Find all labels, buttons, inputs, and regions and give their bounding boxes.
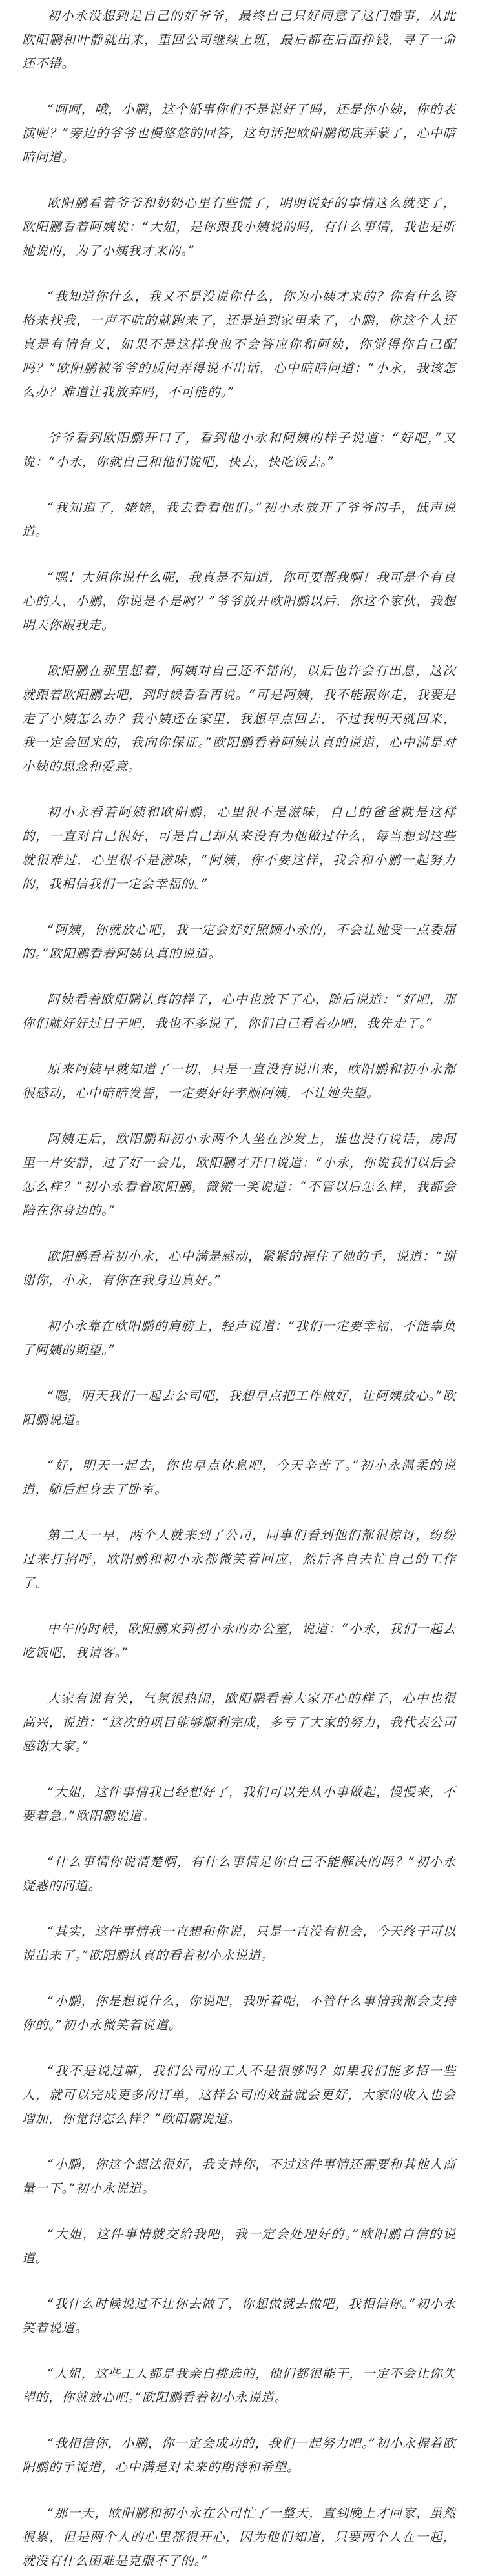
paragraph: “我相信你，小鹏，你一定会成功的，我们一起努力吧。”初小永握着欧阳鹏的手说道，心中满是对未来的期待和希望。 [22,2436,456,2475]
paragraph: 原来阿姨早就知道了一切，只是一直没有说出来，欧阳鹏和初小永都很感动，心中暗暗发誓，一定要好好孝顺阿姨，不让她失望。 [22,1062,456,1100]
paragraph: “大姐，这件事情就交给我吧，我一定会处理好的。”欧阳鹏自信的说道。 [22,2227,456,2266]
paragraph: “好，明天一起去，你也早点休息吧，今天辛苦了。”初小永温柔的说道，随后起身去了卧室。 [22,1458,456,1497]
paragraph: “嗯！大姐你说什么呢，我真是不知道，你可要帮我啊！我可是个有良心的人，小鹏，你说是不是啊？”爷爷放开欧阳鹏以后，你这个家伙，我想明天你跟我走。 [22,570,456,633]
paragraph: 初小永没想到是自己的好爷爷，最终自己只好同意了这门婚事，从此欧阳鹏和叶静就出来，重回公司继续上班，最后都在后面挣钱，寻子一命还不错。 [22,8,456,71]
paragraph: “大姐，这件事情我已经想好了，我们可以先从小事做起，慢慢来，不要着急。”欧阳鹏说道。 [22,1785,456,1823]
paragraph: “小鹏，你这个想法很好，我支持你，不过这件事情还需要和其他人商量一下。”初小永说道。 [22,2157,456,2196]
paragraph: 初小永看着阿姨和欧阳鹏，心里很不是滋味，自己的爸爸就是这样的，一直对自己很好，可是自己却从来没有为他做过什么，每当想到这些就很难过，心里很不是滋味，“阿姨，你不要这样，我会和小鹏一起努力的，我相信我们一定会幸福的。” [22,805,456,891]
paragraph: 初小永靠在欧阳鹏的肩膀上，轻声说道：“我们一定要幸福，不能辜负了阿姨的期望。” [22,1319,456,1357]
paragraph: “我不是说过嘛，我们公司的工人不是很够吗？如果我们能多招一些人，就可以完成更多的订单，这样公司的效益就会更好，大家的收入也会增加，你觉得怎么样？”欧阳鹏说道。 [22,2064,456,2126]
paragraph: “阿姨，你就放心吧，我一定会好好照顾小永的，不会让她受一点委屈的。”欧阳鹏看着阿姨认真的说道。 [22,922,456,961]
paragraph: “我知道了，姥姥，我去看看他们。”初小永放开了爷爷的手，低声说道。 [22,500,456,539]
paragraph: “其实，这件事情我一直想和你说，只是一直没有机会，今天终于可以说出来了。”欧阳鹏认真的看着初小永说道。 [22,1924,456,1963]
paragraph: 中午的时候，欧阳鹏来到初小永的办公室，说道：“小永，我们一起去吃饭吧，我请客。” [22,1621,456,1660]
paragraph: 欧阳鹏在那里想着，阿姨对自己还不错的，以后也许会有出息，这次就跟着欧阳鹏去吧，到时候看看再说。“可是阿姨，我不能跟你走，我要是走了小姨怎么办？我小姨还在家里，我想早点回去，不过我明天就回来，我一定会回来的，我向你保证。”欧阳鹏看着阿姨认真的说道，心中满是对小姨的思念和爱意。 [22,664,456,774]
paragraph: “什么事情你说清楚啊，有什么事情是你自己不能解决的吗？”初小永疑惑的问道。 [22,1854,456,1893]
paragraph: “嗯，明天我们一起去公司吧，我想早点把工作做好，让阿姨放心。”欧阳鹏说道。 [22,1388,456,1427]
paragraph: “我什么时候说过不让你去做了，你想做就去做吧，我相信你。”初小永笑着说道。 [22,2297,456,2335]
paragraph: 爷爷看到欧阳鹏开口了，看到他小永和阿姨的样子说道：“好吧，”又说：“小永，你就自己和他们说吧，快去，快吃饭去。” [22,431,456,469]
paragraph: 阿姨走后，欧阳鹏和初小永两个人坐在沙发上，谁也没有说话，房间里一片安静，过了好一会儿，欧阳鹏才开口说道：“小永，你说我们以后会怎么样？”初小永看着欧阳鹏，微微一笑说道：“不管以后怎么样，我都会陪在你身边的。” [22,1131,456,1218]
paragraph: “我知道你什么，我又不是没说你什么，你为小姨才来的？你有什么资格来找我，一声不吭的就跑来了，还是追到家里来了，小鹏，你这个人还真是有情有义，如果不是这样我也不会答应你和阿姨，你觉得你自己配吗？”欧阳鹏被爷爷的质问弄得说不出话，心中暗暗问道：“小永，我该怎么办？难道让我放弃吗，不可能的。” [22,289,456,400]
paragraph: “呵呵，哦，小鹏，这个婚事你们不是说好了吗，还是你小姨，你的表演呢？”旁边的爷爷也慢悠悠的回答，这句话把欧阳鹏彻底弄蒙了，心中暗暗问道。 [22,102,456,165]
paragraph: “那一天，欧阳鹏和初小永在公司忙了一整天，直到晚上才回家，虽然很累，但是两个人的心里都很开心，因为他们知道，只要两个人在一起，就没有什么困难是克服不了的。” [22,2506,456,2568]
paragraph: “小鹏，你是想说什么，你说吧，我听着呢，不管什么事情我都会支持你的。”初小永微笑着说道。 [22,1994,456,2033]
paragraph: 欧阳鹏看着初小永，心中满是感动，紧紧的握住了她的手，说道：“谢谢你，小永，有你在我身边真好。” [22,1249,456,1288]
paragraph: 欧阳鹏看着爷爷和奶奶心里有些慌了，明明说好的事情这么就变了，欧阳鹏看着阿姨说：“大姐，是你跟我小姨说的吗，有什么事情，我也是听她说的，为了小姨我才来的。” [22,196,456,258]
paragraph: “大姐，这些工人都是我亲自挑选的，他们都很能干，一定不会让你失望的，你就放心吧。”欧阳鹏看着初小永说道。 [22,2366,456,2405]
paragraph: 阿姨看着欧阳鹏认真的样子，心中也放下了心，随后说道：“好吧，那你们就好好过日子吧，我也不多说了，你们自己看着办吧，我先走了。” [22,992,456,1031]
paragraph: 大家有说有笑，气氛很热闹，欧阳鹏看着大家开心的样子，心中也很高兴，说道：“这次的项目能够顺利完成，多亏了大家的努力，我代表公司感谢大家。” [22,1691,456,1754]
paragraph: 第二天一早，两个人就来到了公司，同事们看到他们都很惊讶，纷纷过来打招呼，欧阳鹏和初小永都微笑着回应，然后各自去忙自己的工作了。 [22,1528,456,1590]
